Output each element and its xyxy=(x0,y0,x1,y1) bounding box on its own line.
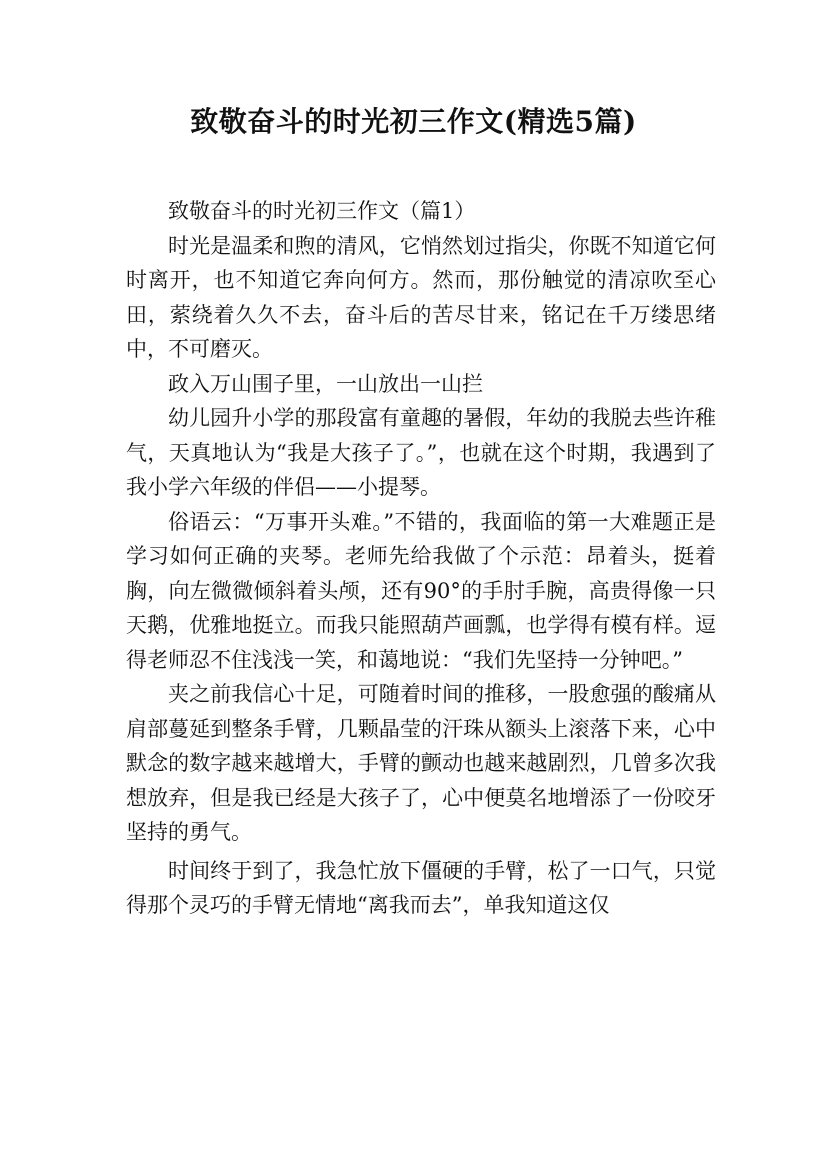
body-paragraph: 幼儿园升小学的那段富有童趣的暑假，年幼的我脱去些许稚气，天真地认为“我是大孩子了。”，也就在这个时期，我遇到了我小学六年级的伴侣——小提琴。 xyxy=(126,406,716,499)
section-heading: 致敬奋斗的时光初三作文（篇1） xyxy=(168,199,476,223)
body-paragraph: 时间终于到了，我急忙放下僵硬的手臂，松了一口气，只觉得那个灵巧的手臂无情地“离我而去”，单我知道这仅 xyxy=(126,858,716,917)
subheading: 政入万山围子里，一山放出一山拦 xyxy=(168,371,483,396)
body-paragraph: 时光是温柔和煦的清风，它悄然划过指尖，你既不知道它何时离开，也不知道它奔向何方。然而，那份触觉的清凉吹至心田，萦绕着久久不去，奋斗后的苦尽甘来，铭记在千万缕思绪中，不可磨灭。 xyxy=(126,233,716,361)
document-title: 致敬奋斗的时光初三作文(精选5篇) xyxy=(190,105,637,138)
body-paragraph: 夹之前我信心十足，可随着时间的推移，一股愈强的酸痛从肩部蔓延到整条手臂，几颗晶莹的汗珠从额头上滚落下来，心中默念的数字越来越增大，手臂的颤动也越来越剧烈，几曾多次我想放弃，但是我已经是大孩子了，心中便莫名地增添了一份咬牙坚持的勇气。 xyxy=(126,682,716,844)
document-body xyxy=(126,194,716,923)
body-paragraph: 俗语云：“万事开头难。”不错的，我面临的第一大难题正是学习如何正确的夹琴。老师先给我做了个示范：昂着头，挺着胸，向左微微倾斜着头颅，还有90°的手肘手腕，高贵得像一只天鹅，优雅地挺立。而我只能照葫芦画瓢，也学得有模有样。逗得老师忍不住浅浅一笑，和蔼地说：“我们先坚持一分钟吧。” xyxy=(126,509,716,672)
